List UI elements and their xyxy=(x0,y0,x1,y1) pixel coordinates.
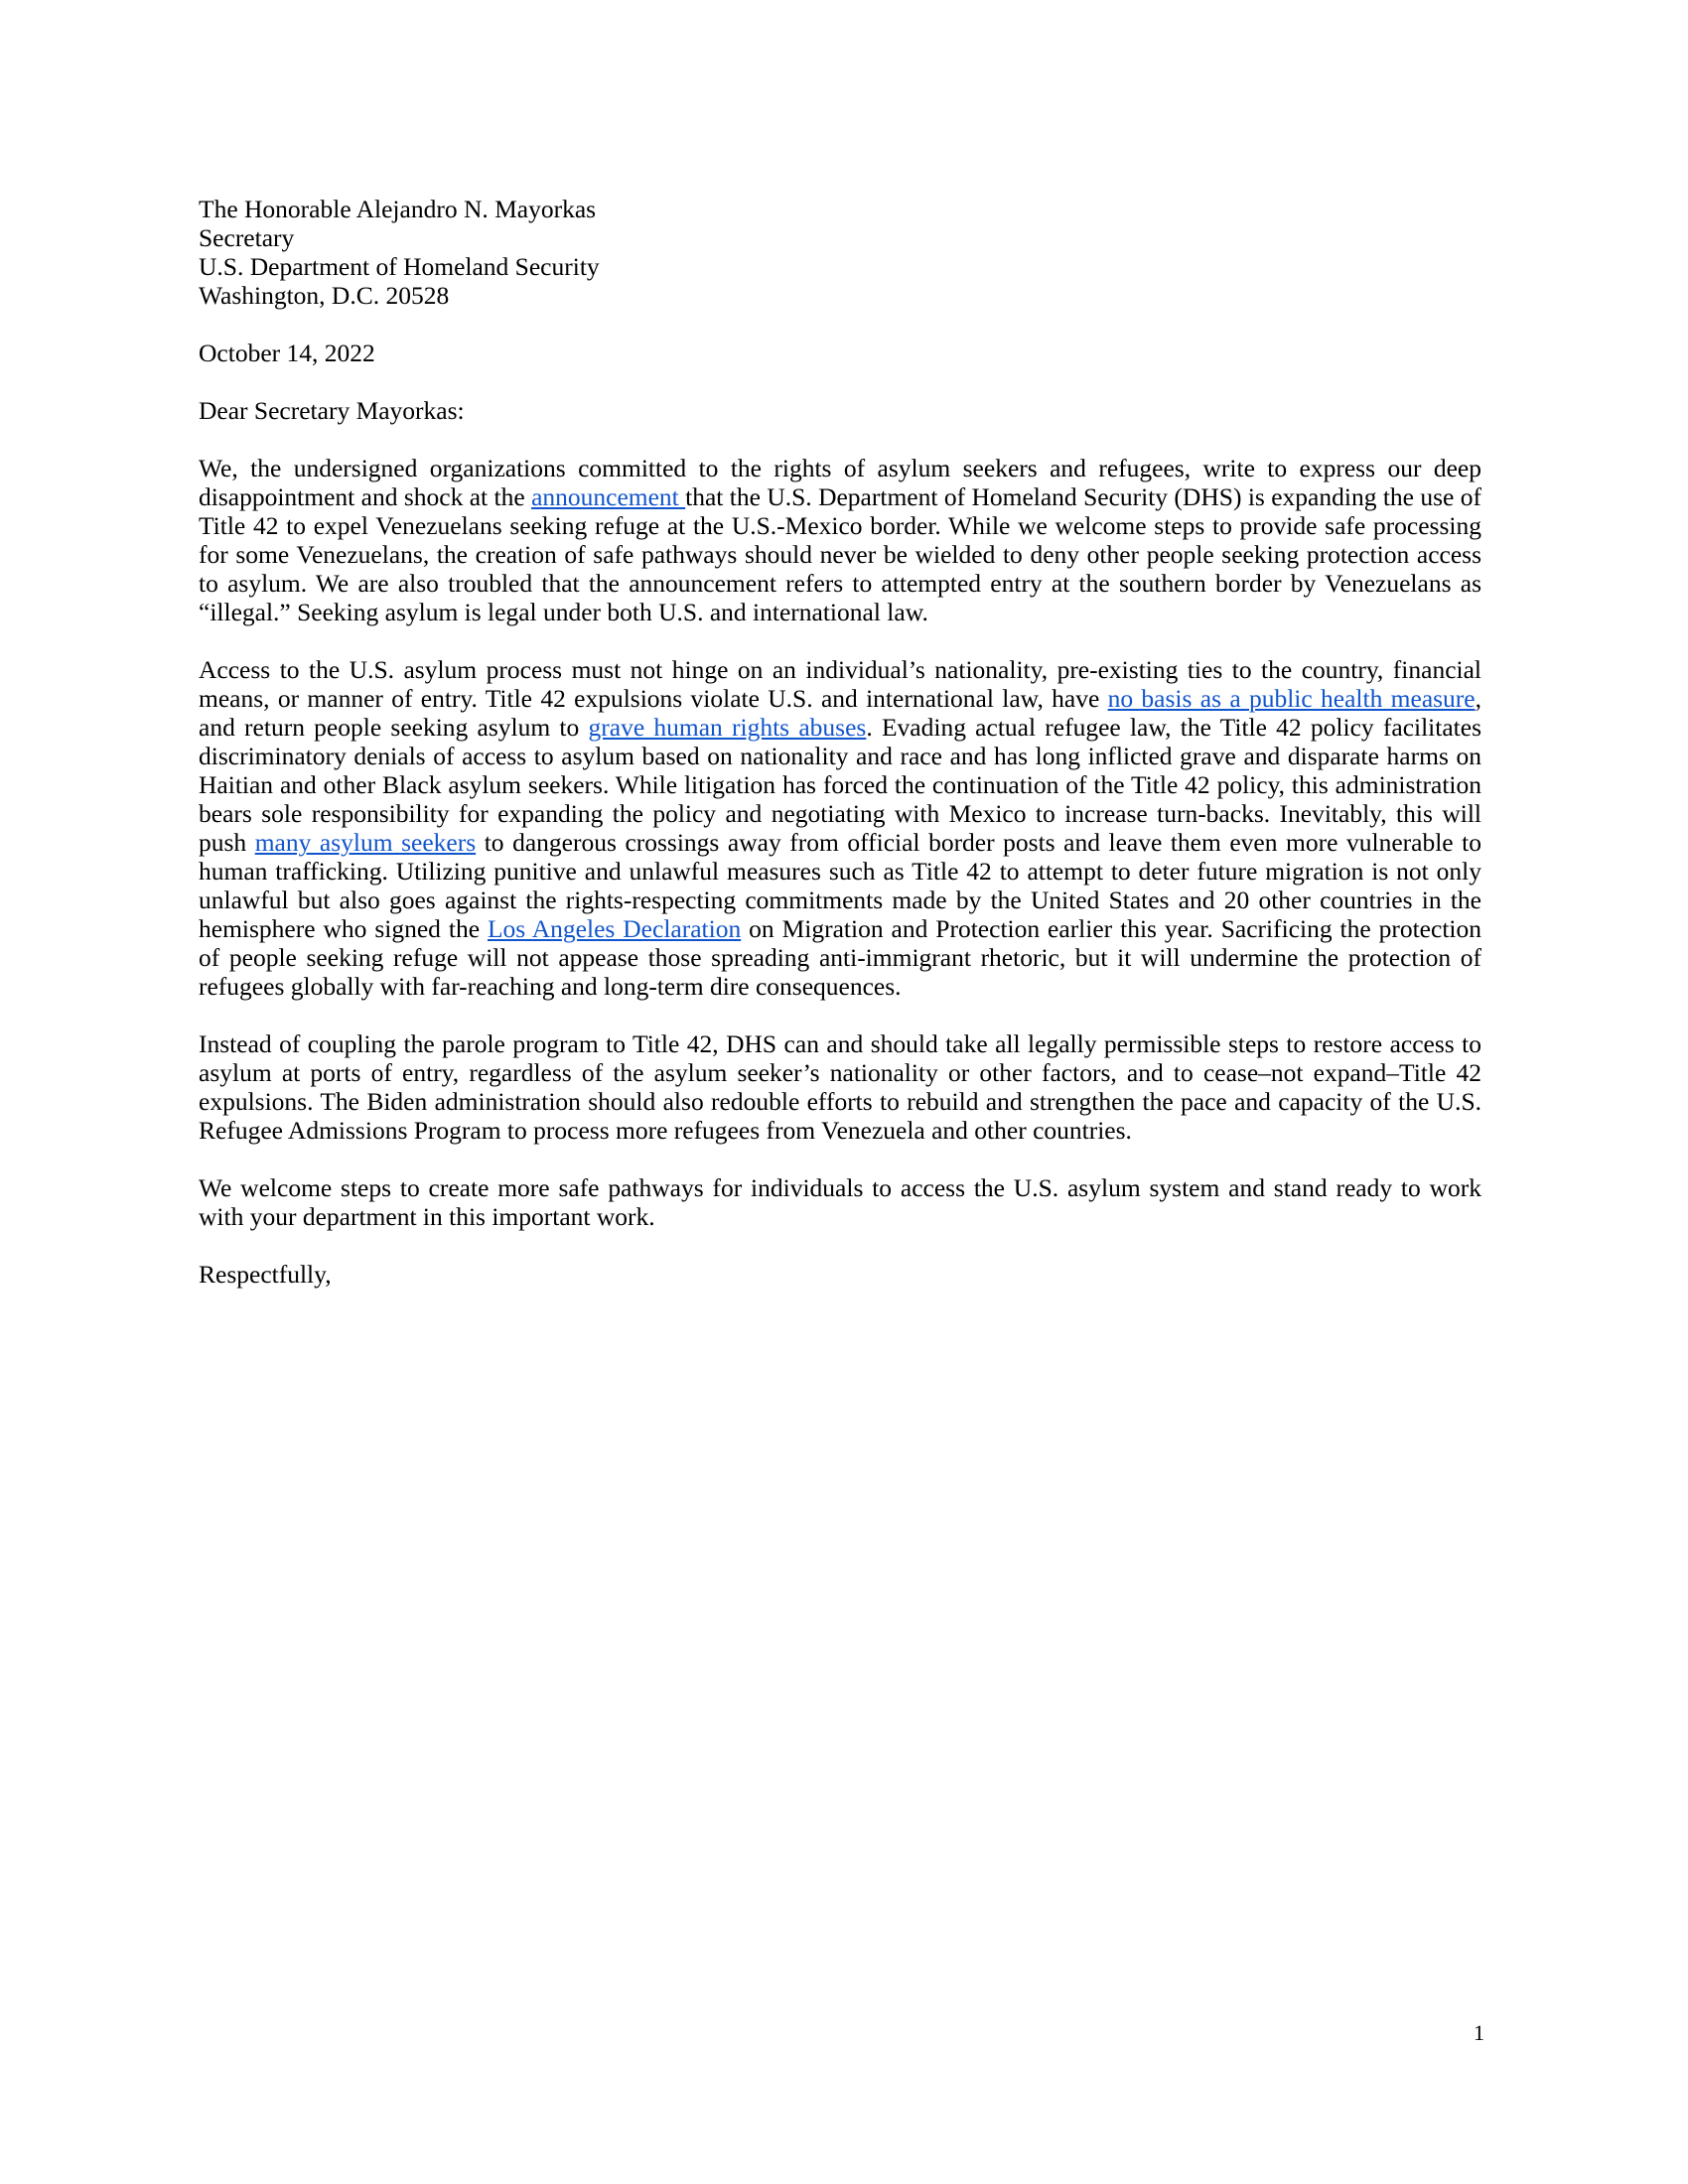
spacer xyxy=(199,626,1481,655)
paragraph-4: We welcome steps to create more safe pathways for individuals to access the U.S. asylum system and stand ready to work with your department in this important work. xyxy=(199,1173,1481,1231)
recipient-address: Washington, D.C. 20528 xyxy=(199,281,450,310)
paragraph-1-text-part-1: We, the undersigned organizations committed to the rights of asylum seekers and refugees, write to express our deep disappointment and shock at the xyxy=(199,454,1481,511)
recipient-name: The Honorable Alejandro N. Mayorkas xyxy=(199,195,597,223)
spacer xyxy=(199,1001,1481,1029)
paragraph-1-text-part-2: that the U.S. Department of Homeland Security (DHS) is expanding the use of Title 42 to expel Venezuelans seeking refuge at the U.S.-Mexico border. While we welcome steps to provide safe processing for some Venezuelans, the creation of safe pathways should never be wielded to deny other people seeking protection access to asylum. We are also troubled that the announcement refers to attempted entry at the southern border by Venezuelans as “illegal.” Seeking asylum is legal under both U.S. and international law. xyxy=(199,482,1481,626)
letter-date: October 14, 2022 xyxy=(199,339,375,367)
spacer xyxy=(199,425,1481,454)
spacer xyxy=(199,1145,1481,1173)
paragraph-2-text-part-5: on Migration and Protection earlier this year. Sacrificing the protection of people seeking refuge will not appease those spreading anti-immigrant rhetoric, but it will undermine the protection of refugees globally with far-reaching and long-term dire consequences. xyxy=(199,914,1481,1001)
paragraph-1 xyxy=(199,454,1481,626)
paragraph-2-text-part-4: to dangerous crossings away from official border posts and leave them even more vulnerable to human trafficking. Utilizing punitive and unlawful measures such as Title 42 to attempt to deter future migration is not only unlawful but also goes against the rights-respecting commitments made by the United States and 20 other countries in the hemisphere who signed the xyxy=(199,828,1481,943)
spacer xyxy=(199,310,1481,339)
recipient-agency: U.S. Department of Homeland Security xyxy=(199,252,600,281)
link-no-basis-public-health-measure[interactable]: no basis as a public health measure xyxy=(1107,684,1476,713)
link-los-angeles-declaration[interactable]: Los Angeles Declaration xyxy=(487,914,742,943)
page-number: 1 xyxy=(1474,2020,1484,2045)
link-grave-human-rights-abuses[interactable]: grave human rights abuses xyxy=(588,713,867,742)
closing: Respectfully, xyxy=(199,1260,332,1289)
paragraph-3: Instead of coupling the parole program to Title 42, DHS can and should take all legally permissible steps to restore access to asylum at ports of entry, regardless of the asylum seeker’s nationality or other factors, and to cease–not expand–Title 42 expulsions. The Biden administration should also redouble efforts to rebuild and strengthen the pace and capacity of the U.S. Refugee Admissions Program to process more refugees from Venezuela and other countries. xyxy=(199,1029,1481,1145)
link-many-asylum-seekers[interactable]: many asylum seekers xyxy=(254,828,477,857)
salutation: Dear Secretary Mayorkas: xyxy=(199,396,465,425)
link-announcement[interactable]: announcement xyxy=(531,482,686,511)
spacer xyxy=(199,367,1481,396)
spacer xyxy=(199,1231,1481,1260)
paragraph-2-text-part-3: . Evading actual refugee law, the Title 42 policy facilitates discriminatory denials of access to asylum based on nationality and race and has long inflicted grave and disparate harms on Haitian and other Black asylum seekers. While litigation has forced the continuation of the Title 42 policy, this administration bears sole responsibility for expanding the policy and negotiating with Mexico to increase turn-backs. Inevitably, this will push xyxy=(199,713,1481,857)
paragraph-2 xyxy=(199,655,1481,1001)
paragraph-2-text-part-1: Access to the U.S. asylum process must not hinge on an individual’s nationality, pre-existing ties to the country, financial means, or manner of entry. Title 42 expulsions violate U.S. and international law, have xyxy=(199,655,1481,713)
recipient-title: Secretary xyxy=(199,223,295,252)
paragraph-2-text-part-2: , and return people seeking asylum to xyxy=(199,684,1481,742)
letter-body xyxy=(199,195,1481,1289)
